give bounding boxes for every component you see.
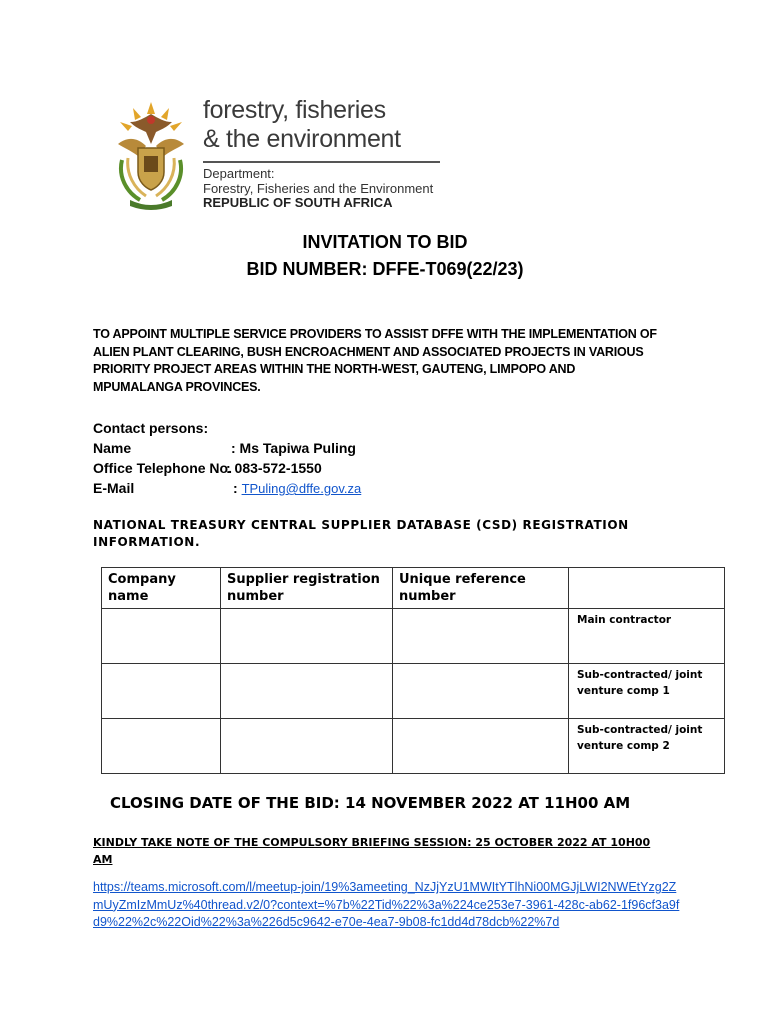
brand-divider bbox=[203, 161, 440, 163]
supplier-reg-cell[interactable] bbox=[221, 664, 393, 719]
department-name: Forestry, Fisheries and the Environment bbox=[203, 181, 434, 196]
email-label: E-Mail bbox=[93, 480, 135, 496]
contact-heading: Contact persons: bbox=[93, 420, 209, 436]
csd-heading: NATIONAL TREASURY CENTRAL SUPPLIER DATABASE (CSD) REGISTRATION INFORMATION. bbox=[93, 518, 629, 549]
unique-ref-cell[interactable] bbox=[393, 609, 569, 664]
unique-ref-cell[interactable] bbox=[393, 719, 569, 774]
company-name-cell[interactable] bbox=[102, 609, 221, 664]
company-name-cell[interactable] bbox=[102, 664, 221, 719]
company-name-cell[interactable] bbox=[102, 719, 221, 774]
unique-ref-cell[interactable] bbox=[393, 664, 569, 719]
phone-label: Office Telephone No. bbox=[93, 460, 232, 476]
name-label: Name bbox=[93, 440, 132, 456]
department-label: Department: bbox=[203, 166, 275, 181]
row-label-main-contractor: Main contractor bbox=[569, 609, 725, 664]
csd-registration-table bbox=[101, 567, 725, 774]
email-link[interactable]: TPuling@dffe.gov.za bbox=[241, 481, 362, 496]
table-row bbox=[102, 664, 725, 719]
phone-value: : 083-572-1550 bbox=[226, 460, 322, 476]
brand-line-1: forestry, fisheries bbox=[203, 96, 386, 124]
row-label-jv-comp-1: Sub-contracted/ joint venture comp 1 bbox=[569, 664, 725, 719]
country-name: REPUBLIC OF SOUTH AFRICA bbox=[203, 195, 393, 210]
email-row bbox=[233, 480, 361, 496]
bid-description: TO APPOINT MULTIPLE SERVICE PROVIDERS TO ASSIST DFFE WITH THE IMPLEMENTATION OF ALIEN PLANT CLEARING, BUSH ENCROACHMENT AND ASSOCIATED PROJECTS IN VARIOUS PRIORITY PROJECT AREAS WITHIN THE NORTH-WEST, GAUTENG, LIMPOPO AND MPUMALANGA PROVINCES. bbox=[93, 327, 657, 394]
column-header-company: Company name bbox=[102, 568, 221, 609]
document-title: INVITATION TO BID bbox=[302, 232, 468, 252]
column-header-supplier-reg: Supplier registration number bbox=[221, 568, 393, 609]
briefing-notice: KINDLY TAKE NOTE OF THE COMPULSORY BRIEFING SESSION: 25 OCTOBER 2022 AT 10H00 AM bbox=[93, 836, 651, 866]
table-row bbox=[102, 719, 725, 774]
table-header-row bbox=[102, 568, 725, 609]
supplier-reg-cell[interactable] bbox=[221, 609, 393, 664]
row-label-jv-comp-2: Sub-contracted/ joint venture comp 2 bbox=[569, 719, 725, 774]
bid-number: BID NUMBER: DFFE-T069(22/23) bbox=[246, 259, 524, 279]
supplier-reg-cell[interactable] bbox=[221, 719, 393, 774]
column-header-unique-ref: Unique reference number bbox=[393, 568, 569, 609]
column-header-role bbox=[569, 568, 725, 609]
name-value: : Ms Tapiwa Puling bbox=[231, 440, 356, 456]
table-row bbox=[102, 609, 725, 664]
teams-meeting-link[interactable]: https://teams.microsoft.com/l/meetup-join/19%3ameeting_NzJjYzU1MWItYTlhNi00MGJjLWI2NWEtYzg2ZmUyZmIzMmUz%40thread.v2/0?context=%7b%22Tid%22%3a%224ce253e7-3961-428c-ab62-1f96cf3a9fd9%22%2c%22Oid%22%3a%226d5c9642-e70e-4ea7-9b08-fc1dd4d78dcb%22%7d bbox=[93, 880, 680, 929]
email-colon: : bbox=[233, 480, 238, 496]
brand-line-2: & the environment bbox=[203, 125, 401, 153]
closing-date: CLOSING DATE OF THE BID: 14 NOVEMBER 2022 AT 11H00 AM bbox=[110, 794, 631, 812]
coat-of-arms-logo bbox=[108, 100, 194, 212]
